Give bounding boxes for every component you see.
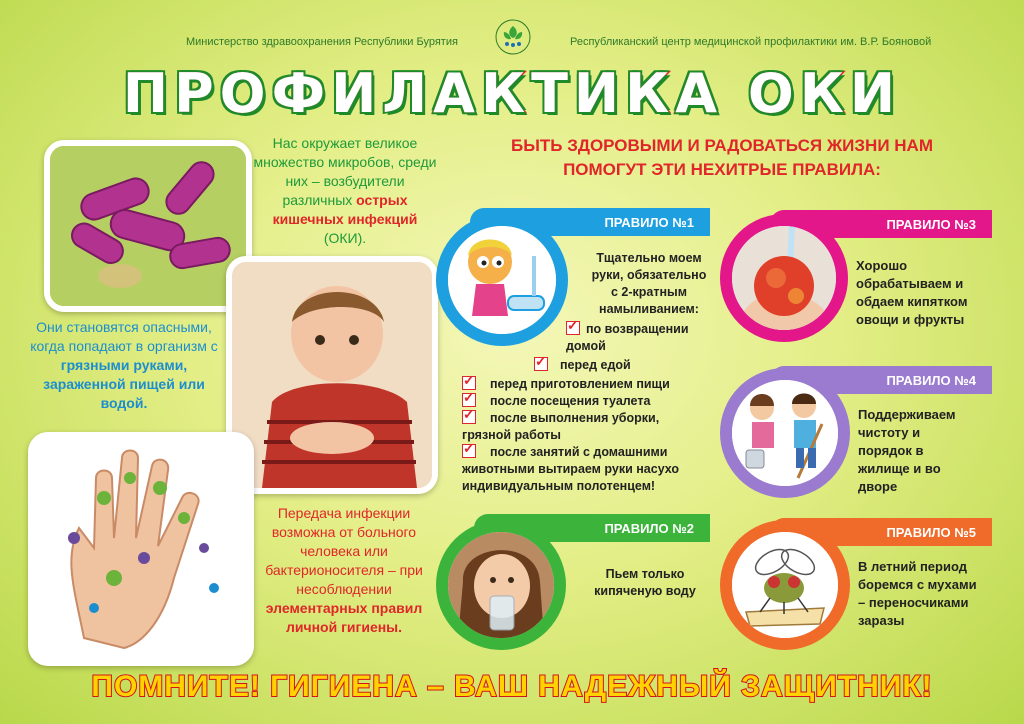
page-title: ПРОФИЛАКТИКА ОКИ [122, 62, 902, 125]
subtitle [452, 134, 992, 182]
kids-cleaning-image [720, 368, 850, 498]
dirty-hand-image [28, 432, 254, 666]
child-washing-hands-image [436, 214, 568, 346]
rule-2-text: Пьем только кипяченую воду [594, 567, 696, 598]
rule-1-item: ✓после занятий с домашними [462, 444, 732, 461]
header-center: Республиканский центр медицинской профилактики им. В.Р. Бояновой [570, 36, 932, 48]
checkbox-icon [462, 393, 476, 407]
rule-3-label: ПРАВИЛО №3 [770, 210, 992, 238]
rule-1-item-cont: домой [566, 339, 606, 353]
checkbox-icon [462, 410, 476, 424]
checkbox-icon [462, 376, 476, 390]
rule-3-text: Хорошо обрабатываем и обдаем кипятком овощи и фрукты [856, 258, 968, 327]
rule-1-item: ✓по возвращении [566, 321, 736, 338]
subtitle-line-1: БЫТЬ ЗДОРОВЫМИ И РАДОВАТЬСЯ ЖИЗНИ НАМ [511, 136, 933, 155]
rule-1-item: ✓перед едой [534, 357, 694, 374]
rule-5-text: В летний период боремся с мухами – переносчиками заразы [858, 559, 977, 628]
checkbox-icon [462, 444, 476, 458]
rule-1-item-cont: грязной работы [462, 428, 561, 442]
subtitle-line-2: ПОМОГУТ ЭТИ НЕХИТРЫЕ ПРАВИЛА: [563, 160, 881, 179]
rule-2-label: ПРАВИЛО №2 [474, 514, 710, 542]
intro-text-1: Нас окружает великое множество микробов, среди них – возбудители различных острых кишечных инфекций (ОКИ). [253, 135, 437, 246]
checkbox-icon [566, 321, 580, 335]
footer-slogan: ПОМНИТЕ! ГИГИЕНА – ВАШ НАДЕЖНЫЙ ЗАЩИТНИК! [91, 670, 933, 703]
rule-1-item: ✓после посещения туалета [462, 393, 722, 410]
rule-4-label: ПРАВИЛО №4 [770, 366, 992, 394]
checkbox-icon [534, 357, 548, 371]
rule-1-label: ПРАВИЛО №1 [470, 208, 710, 236]
logo-emblem-icon [494, 18, 532, 56]
rule-5-label: ПРАВИЛО №5 [770, 518, 992, 546]
bacteria-image [44, 140, 252, 312]
rule-1-item-cont: индивидуальным полотенцем! [462, 479, 656, 493]
rule-1-item: ✓после выполнения уборки, [462, 410, 722, 427]
intro-text-2: Они становятся опасными, когда попадают в организм с грязными руками, зараженной пищей или водой. [30, 319, 218, 411]
apple-washing-image [720, 214, 848, 342]
rule-1-intro: Тщательно моем руки, обязательно с 2-кратным намыливанием: [591, 251, 707, 316]
rule-4-text: Поддерживаем чистоту и порядок в жилище и во дворе [858, 407, 956, 494]
fly-image [720, 520, 850, 650]
girl-drinking-image [436, 520, 566, 650]
intro-text-3: Передача инфекции возможна от больного человека или бактерионосителя – при несоблюдении элементарных правил личной гигиены. [265, 505, 423, 635]
rule-1-item-cont: животными вытираем руки насухо [462, 462, 680, 476]
sick-boy-image [226, 256, 438, 494]
rule-1-item: ✓перед приготовлением пищи [462, 376, 722, 393]
header-ministry: Министерство здравоохранения Республики Бурятия [186, 36, 458, 48]
